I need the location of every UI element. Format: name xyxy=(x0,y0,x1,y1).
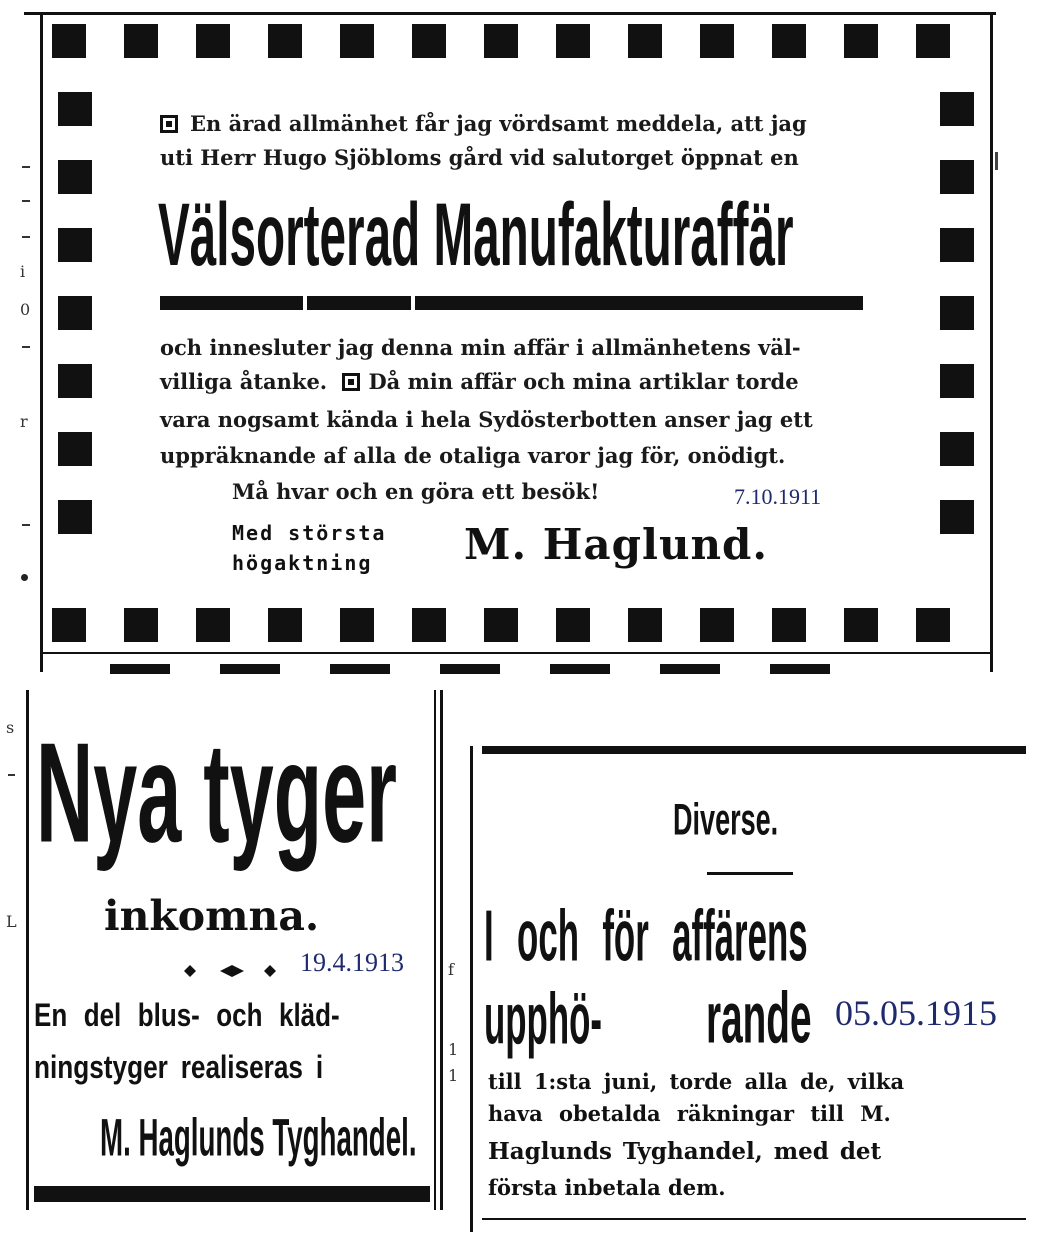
margin-fragment: r xyxy=(20,412,28,431)
margin-dash xyxy=(8,774,15,776)
bottom-rule xyxy=(34,1186,430,1202)
border-square xyxy=(58,500,92,534)
left-rule xyxy=(470,746,473,1232)
bottom-rule xyxy=(40,652,992,654)
top-rule xyxy=(24,12,996,15)
underline-gap xyxy=(411,296,415,310)
border-square xyxy=(52,608,86,642)
headline-line-2: rande xyxy=(706,976,812,1058)
margin-fragment: i xyxy=(20,262,26,281)
margin-dash xyxy=(22,166,30,168)
left-rule xyxy=(26,690,29,1210)
border-square xyxy=(58,160,92,194)
border-square xyxy=(58,296,92,330)
border-square xyxy=(940,296,974,330)
subheadline-inkomna: inkomna. xyxy=(104,892,320,940)
border-square xyxy=(412,24,446,58)
border-square xyxy=(772,608,806,642)
date-1915: 05.05.1915 xyxy=(835,993,997,1033)
headline-nya-tyger: Nya tyger xyxy=(36,713,397,873)
intro-line-1: En ärad allmänhet får jag vördsamt meddela, att jag xyxy=(190,111,807,136)
border-square xyxy=(916,24,950,58)
body-line-4: uppräknande af alla de otaliga varor jag för, onödigt. xyxy=(160,443,786,468)
margin-fragment: 0 xyxy=(20,300,31,319)
border-square xyxy=(940,92,974,126)
border-square xyxy=(196,608,230,642)
margin-fragment: 1 xyxy=(448,1040,459,1059)
margin-fragment: f xyxy=(448,960,454,979)
body-line-3: vara nogsamt kända i hela Sydösterbotten anser jag ett xyxy=(160,407,813,432)
border-square xyxy=(58,364,92,398)
border-square xyxy=(124,608,158,642)
border-square xyxy=(700,24,734,58)
date-1913: 19.4.1913 xyxy=(300,948,404,977)
intro-line-2: uti Herr Hugo Sjöbloms gård vid salutorget öppnat en xyxy=(160,145,799,170)
border-square xyxy=(484,608,518,642)
body-line-4: första inbetala dem. xyxy=(488,1175,726,1200)
right-rule xyxy=(990,12,993,672)
body-line-1: till 1:sta juni, torde alla de, vilka xyxy=(488,1069,905,1094)
border-square xyxy=(556,24,590,58)
border-square xyxy=(940,432,974,466)
margin-fragment: s xyxy=(6,718,15,737)
border-square xyxy=(916,608,950,642)
border-square xyxy=(58,432,92,466)
cropped-next-headline xyxy=(110,664,830,674)
body-line-2: hava obetalda räkningar till M. xyxy=(488,1101,891,1126)
border-square xyxy=(340,608,374,642)
headline-line-1: I och för affärens upphö- xyxy=(484,894,808,1060)
closing-2: högaktning xyxy=(232,551,373,575)
signature-haglund: M. Haglund. xyxy=(464,520,769,569)
border-square xyxy=(940,500,974,534)
margin-dash xyxy=(22,200,30,202)
invitation-line: Må hvar och en göra ett besök! xyxy=(232,479,600,504)
body-line-3: M. Haglunds Tyghandel. xyxy=(100,1109,417,1169)
border-square xyxy=(412,608,446,642)
headline-manufakturaffar: Välsorterad Manufakturaffär xyxy=(158,184,794,284)
border-square xyxy=(844,608,878,642)
border-square xyxy=(484,24,518,58)
top-rule xyxy=(482,746,1026,754)
ornament-icon xyxy=(342,373,360,391)
border-square xyxy=(556,608,590,642)
margin-fragment: 1 xyxy=(448,1066,459,1085)
margin-dash xyxy=(22,524,30,526)
border-square xyxy=(268,24,302,58)
heading-diverse: Diverse. xyxy=(673,795,779,845)
border-square xyxy=(628,608,662,642)
border-square xyxy=(58,228,92,262)
border-square xyxy=(340,24,374,58)
margin-dot xyxy=(21,574,28,581)
ornament-icon xyxy=(160,115,178,133)
body-line-1: En del blus- och kläd- xyxy=(34,997,340,1033)
right-margin-mark xyxy=(995,152,998,170)
left-rule xyxy=(40,12,43,672)
bottom-rule xyxy=(482,1218,1026,1220)
border-square xyxy=(628,24,662,58)
closing-1: Med största xyxy=(232,521,387,545)
margin-dash xyxy=(22,346,30,348)
body-line-2b: Då min affär och mina artiklar torde xyxy=(368,369,799,394)
border-square xyxy=(124,24,158,58)
margin-dash xyxy=(22,236,30,238)
border-square xyxy=(52,24,86,58)
margin-fragment: L xyxy=(6,912,17,931)
underline-gap xyxy=(303,296,307,310)
border-square xyxy=(196,24,230,58)
body-line-3: Haglunds Tyghandel, med det xyxy=(488,1138,882,1165)
body-line-2: ningstyger realiseras i xyxy=(34,1049,324,1085)
heading-divider xyxy=(707,872,793,875)
border-square xyxy=(268,608,302,642)
date-1911: 7.10.1911 xyxy=(734,484,822,509)
border-square xyxy=(58,92,92,126)
body-line-1: och innesluter jag denna min affär i allmänhetens väl- xyxy=(160,335,801,360)
border-square xyxy=(772,24,806,58)
border-square xyxy=(844,24,878,58)
diamond-ornament-icon xyxy=(182,962,282,980)
body-line-2a: villiga åtanke. xyxy=(160,369,328,394)
headline-underline xyxy=(160,296,863,310)
border-square xyxy=(940,364,974,398)
border-square xyxy=(700,608,734,642)
